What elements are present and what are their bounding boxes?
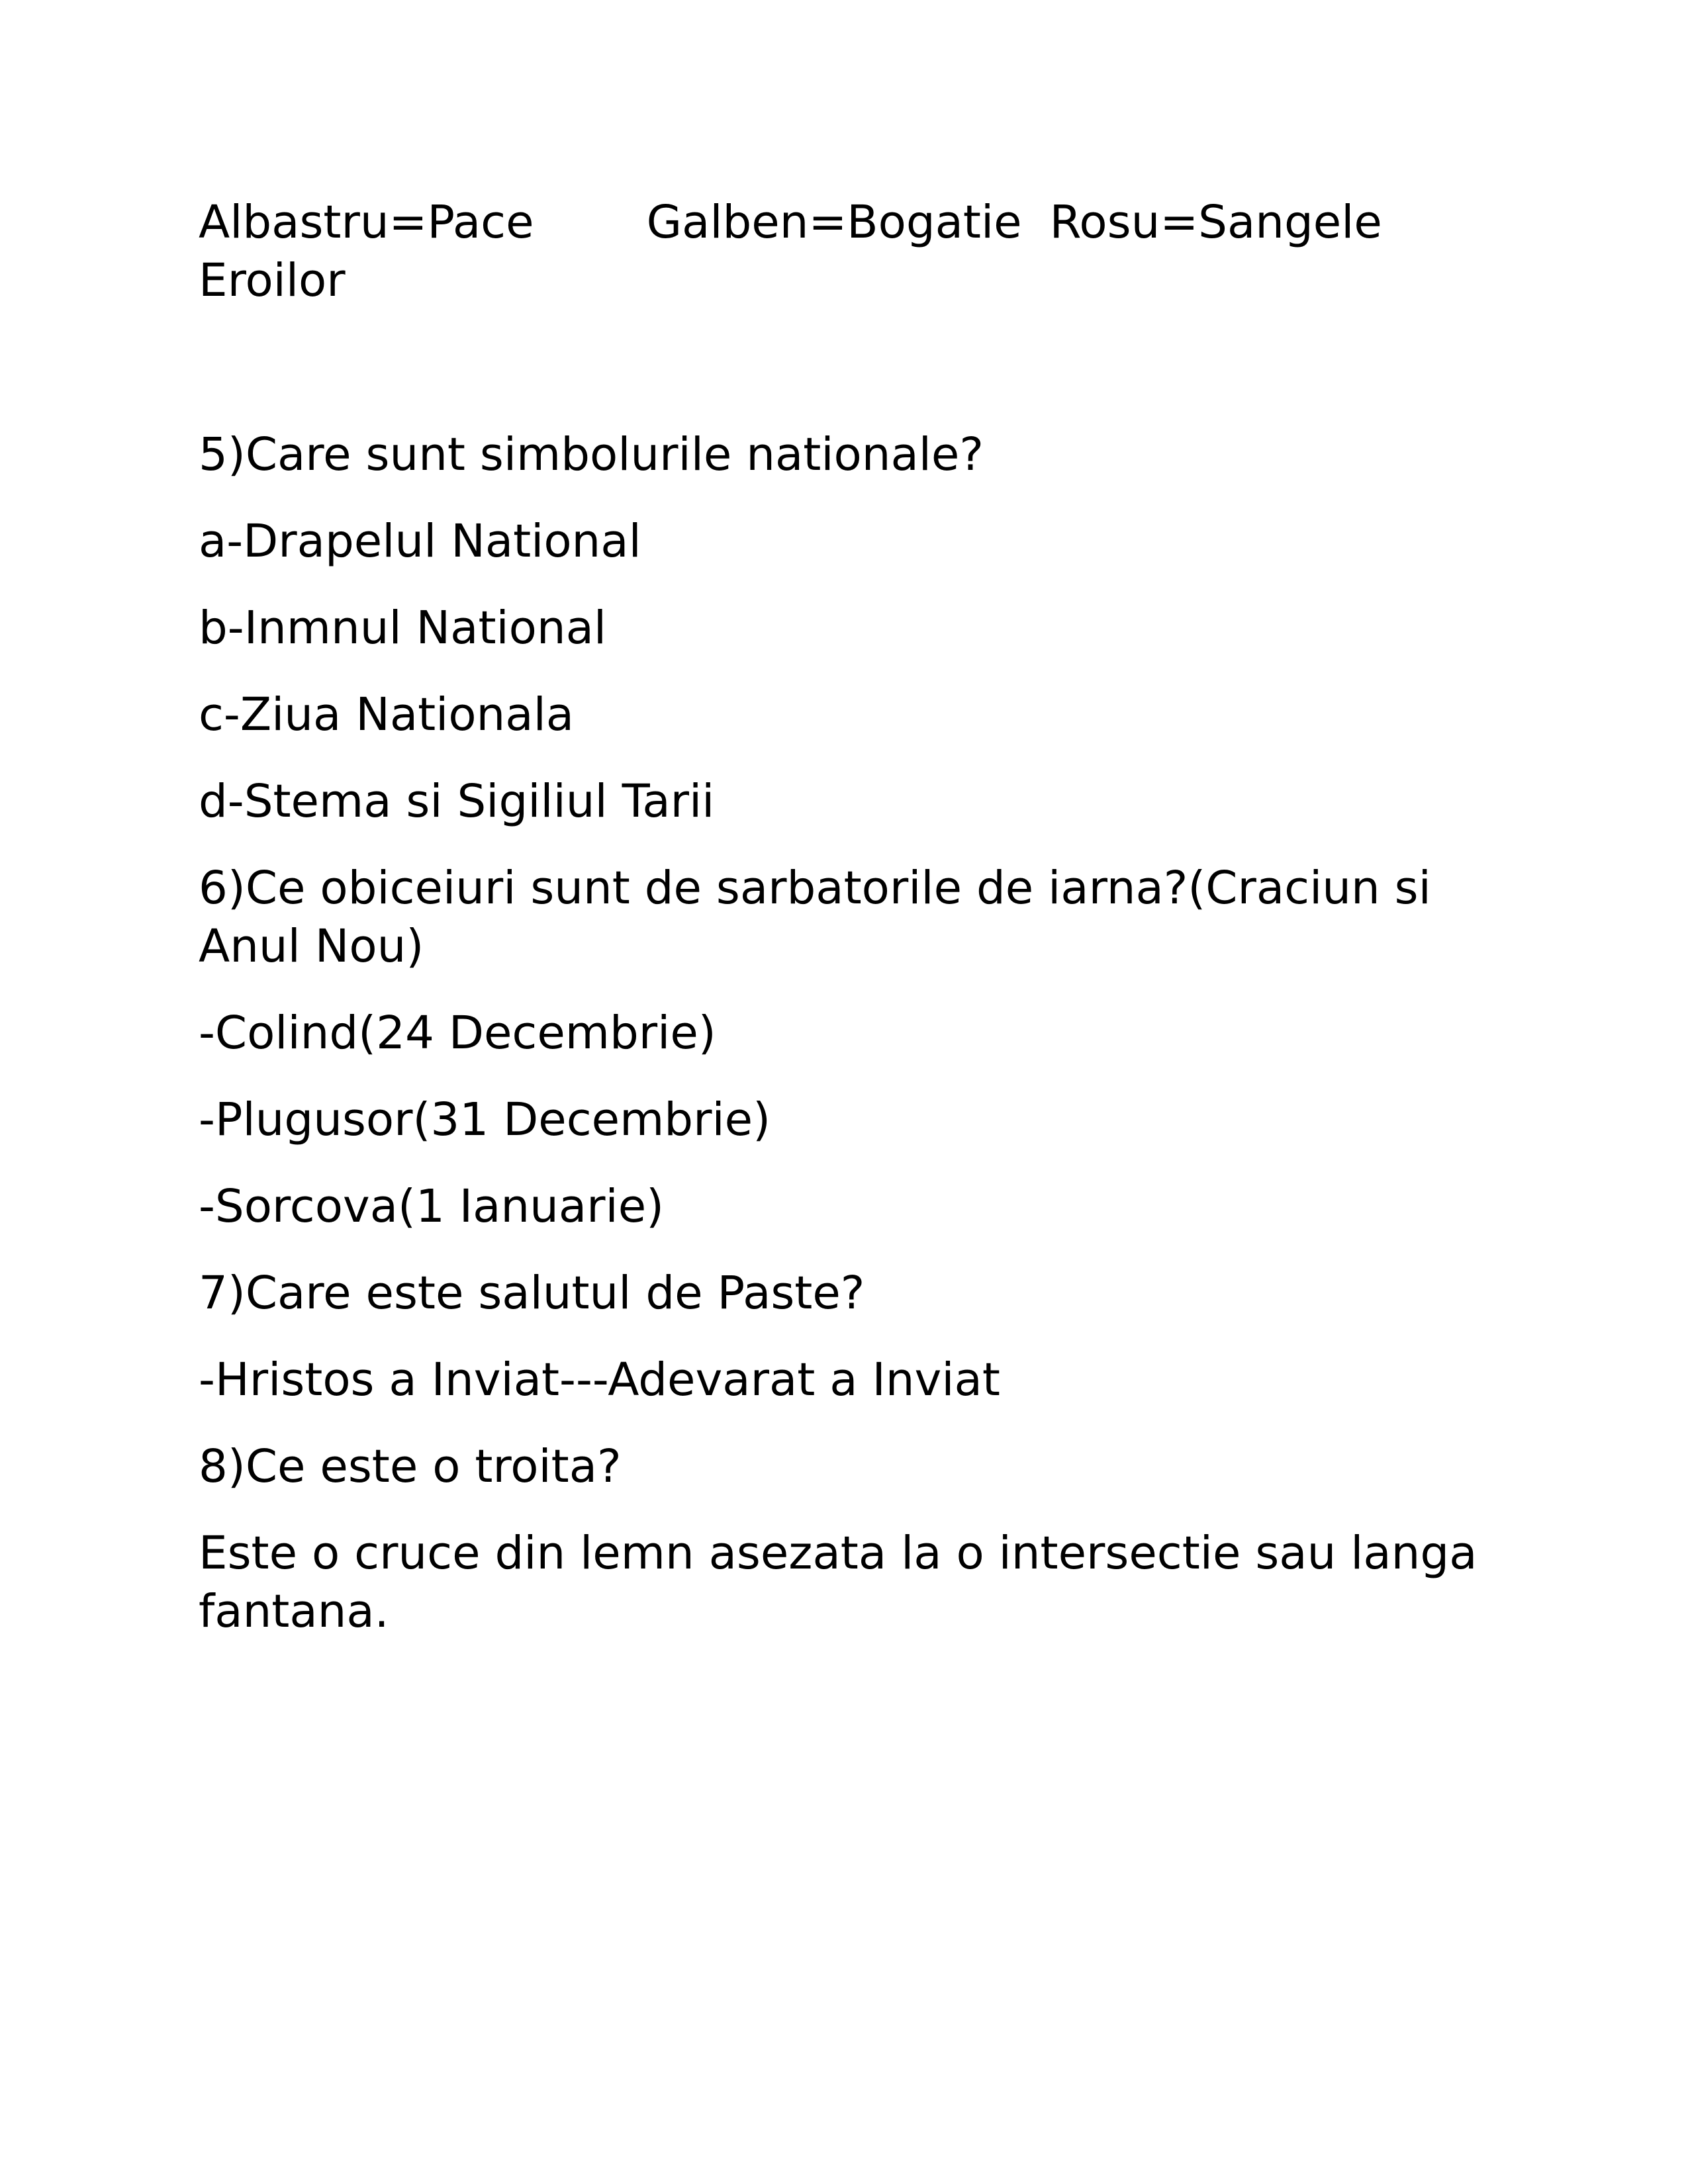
red-meaning-continued: Eroilor <box>199 254 346 307</box>
blue-meaning: Albastru=Pace <box>199 196 534 249</box>
question-7: 7)Care este salutul de Paste? <box>199 1267 865 1320</box>
flag-colors-line-continued <box>199 251 1496 310</box>
yellow-meaning: Galben=Bogatie <box>646 196 1022 249</box>
answer-5a: a-Drapelul National <box>199 515 641 568</box>
answer-5d: d-Stema si Sigiliul Tarii <box>199 775 715 828</box>
answer-8: Este o cruce din lemn asezata la o intersectie sau langa fantana. <box>199 1527 1477 1638</box>
answer-6-sorcova: -Sorcova(1 Ianuarie) <box>199 1180 665 1233</box>
answer-6-plugusor: -Plugusor(31 Decembrie) <box>199 1093 771 1146</box>
question-8: 8)Ce este o troita? <box>199 1440 622 1493</box>
question-6: 6)Ce obiceiuri sunt de sarbatorile de iarna?(Craciun si Anul Nou) <box>199 862 1431 973</box>
answer-6-colind: -Colind(24 Decembrie) <box>199 1007 716 1060</box>
answer-5b: b-Inmnul National <box>199 602 607 655</box>
answer-7: -Hristos a Inviat---Adevarat a Inviat <box>199 1353 1000 1406</box>
question-5: 5)Care sunt simbolurile nationale? <box>199 428 984 481</box>
red-meaning: Rosu=Sangele <box>1049 196 1382 249</box>
document-body <box>199 193 1496 1669</box>
answer-5c: c-Ziua Nationala <box>199 688 575 741</box>
flag-colors-line <box>199 193 1496 251</box>
